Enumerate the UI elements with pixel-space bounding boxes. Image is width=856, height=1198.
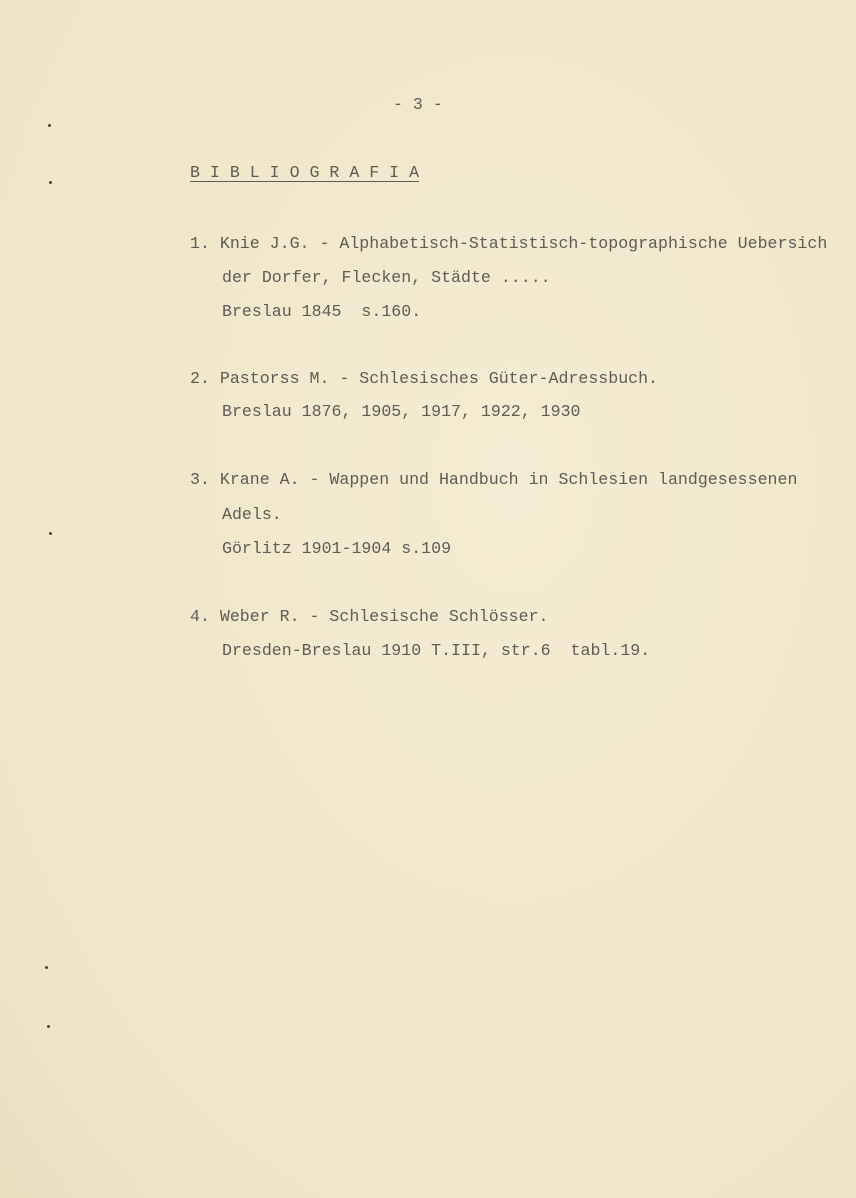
margin-mark <box>48 124 51 127</box>
margin-mark <box>47 1025 50 1028</box>
entry-1-line-3: Breslau 1845 s.160. <box>222 302 422 321</box>
entry-1-line-1: 1. Knie J.G. - Alphabetisch-Statistisch-topographische Uebersich <box>190 234 828 253</box>
entry-2-line-1: 2. Pastorss M. - Schlesisches Güter-Adressbuch. <box>190 369 659 388</box>
margin-mark <box>49 181 52 184</box>
entry-1-line-2: der Dorfer, Flecken, Städte ..... <box>222 268 551 287</box>
margin-mark <box>49 532 52 535</box>
entry-3-line-2: Adels. <box>222 505 282 524</box>
page-number: - 3 - <box>393 95 443 114</box>
bibliography-title: B I B L I O G R A F I A <box>190 163 420 182</box>
entry-3-line-1: 3. Krane A. - Wappen und Handbuch in Schlesien landgesessenen <box>190 470 798 489</box>
margin-mark <box>45 966 48 969</box>
entry-4-line-1: 4. Weber R. - Schlesische Schlösser. <box>190 607 549 626</box>
entry-4-line-2: Dresden-Breslau 1910 T.III, str.6 tabl.19. <box>222 641 651 660</box>
entry-3-line-3: Görlitz 1901-1904 s.109 <box>222 539 452 558</box>
entry-2-line-2: Breslau 1876, 1905, 1917, 1922, 1930 <box>222 402 581 421</box>
